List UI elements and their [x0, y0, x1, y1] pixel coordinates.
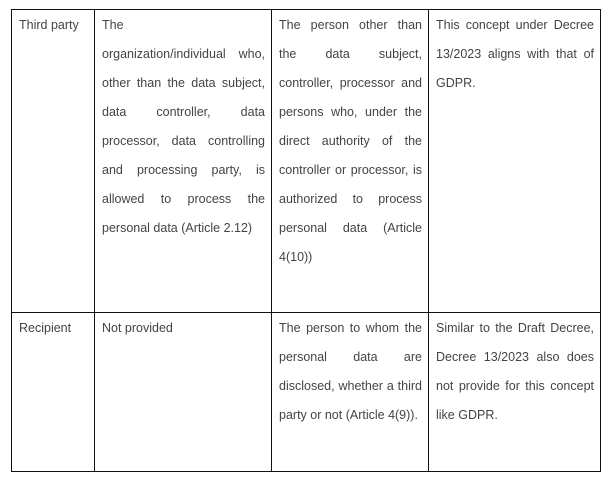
decree-cell: The organization/individual who, other than the data subject, data controller, data processor, data controlling and processing party, is allowed to process the personal data (Article 2.12) — [95, 10, 272, 313]
comment-cell: Similar to the Draft Decree, Decree 13/2023 also does not provide for this concept like GDPR. — [429, 313, 601, 472]
comparison-table — [11, 9, 601, 472]
table-row — [12, 10, 601, 313]
gdpr-cell: The person to whom the personal data are disclosed, whether a third party or not (Article 4(9)). — [272, 313, 429, 472]
term-cell: Recipient — [12, 313, 95, 472]
term-cell: Third party — [12, 10, 95, 313]
comment-cell: This concept under Decree 13/2023 aligns with that of GDPR. — [429, 10, 601, 313]
table-row — [12, 313, 601, 472]
gdpr-cell: The person other than the data subject, controller, processor and persons who, under the direct authority of the controller or processor, is authorized to process personal data (Article 4(10)) — [272, 10, 429, 313]
decree-text: organization/individual who, other than the data subject, data controller, data processor, data controlling and processing party, is allowed to process the personal data (Article 2.12) — [102, 47, 265, 235]
decree-cell: Not provided — [95, 313, 272, 472]
